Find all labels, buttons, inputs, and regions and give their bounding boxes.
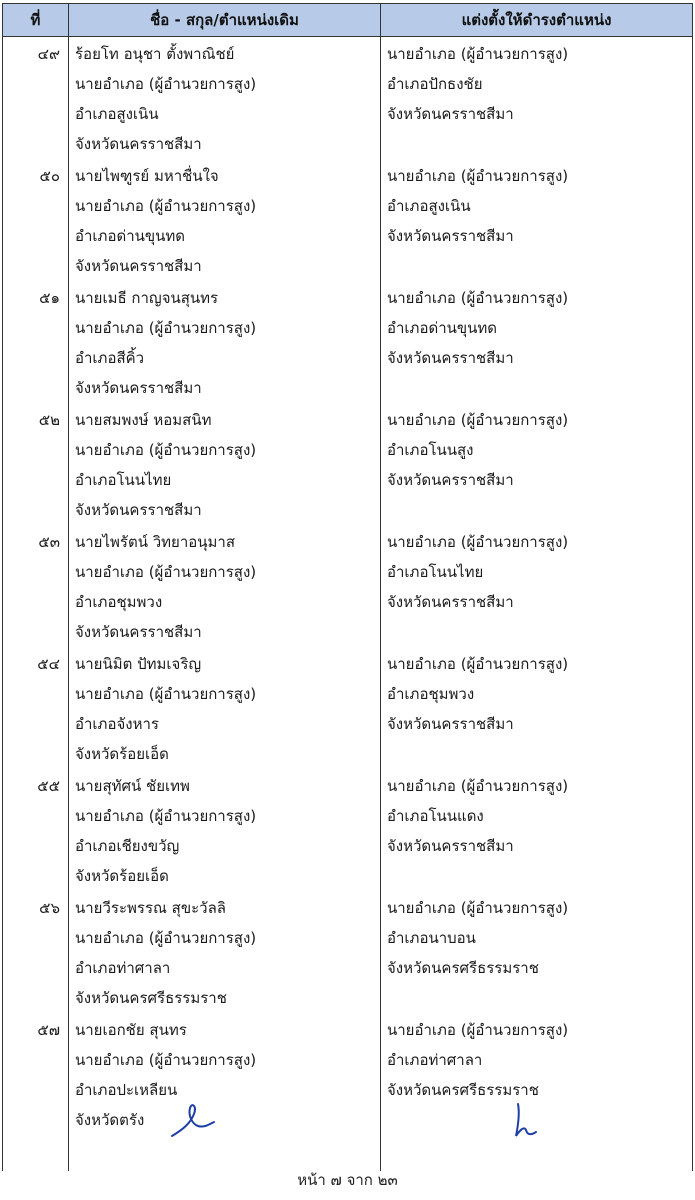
new-position-line: นายอำเภอ (ผู้อำนวยการสูง): [387, 1021, 569, 1039]
new-position-line: จังหวัดนครราชสีมา: [387, 349, 514, 367]
original-position-cell: [69, 281, 381, 403]
new-position-cell: [381, 281, 693, 403]
row-number: ๕๐: [39, 167, 60, 185]
new-position-line: อำเภอสูงเนิน: [387, 197, 471, 215]
row-number: ๕๒: [38, 411, 60, 429]
new-position-line: จังหวัดนครราชสีมา: [387, 471, 514, 489]
original-position-line: อำเภอสีคิ้ว: [75, 349, 145, 367]
new-position-line: จังหวัดนครราชสีมา: [387, 837, 514, 855]
row-number: ๔๙: [37, 45, 60, 63]
new-position-line: จังหวัดนครราชสีมา: [387, 593, 514, 611]
header-original-position: ชื่อ - สกุล/ตำแหน่งเดิม: [69, 4, 381, 37]
row-number: ๕๕: [37, 777, 60, 795]
original-position-cell: [69, 37, 381, 160]
original-position-line: จังหวัดนครศรีธรรมราช: [75, 989, 227, 1007]
table-row: [3, 159, 693, 281]
person-name: นายวีระพรรณ สุขะวัลลิ: [75, 899, 226, 917]
new-position-line: นายอำเภอ (ผู้อำนวยการสูง): [387, 167, 569, 185]
original-position-cell: [69, 647, 381, 769]
new-position-line: นายอำเภอ (ผู้อำนวยการสูง): [387, 655, 569, 673]
new-position-line: จังหวัดนครศรีธรรมราช: [387, 959, 539, 977]
row-number-cell: [3, 891, 69, 1013]
new-position-cell: [381, 403, 693, 525]
original-position-line: จังหวัดนครราชสีมา: [75, 379, 202, 397]
header-new-position: แต่งตั้งให้ดำรงตำแหน่ง: [381, 4, 693, 37]
filler-cell: [3, 1135, 69, 1171]
row-number-cell: [3, 769, 69, 891]
original-position-line: จังหวัดนครราชสีมา: [75, 623, 202, 641]
new-position-line: นายอำเภอ (ผู้อำนวยการสูง): [387, 45, 569, 63]
original-position-line: อำเภอท่าศาลา: [75, 959, 171, 977]
new-position-line: จังหวัดนครราชสีมา: [387, 715, 514, 733]
original-position-line: นายอำเภอ (ผู้อำนวยการสูง): [75, 1051, 257, 1069]
new-position-line: นายอำเภอ (ผู้อำนวยการสูง): [387, 411, 569, 429]
table-row: [3, 37, 693, 160]
original-position-line: จังหวัดร้อยเอ็ด: [75, 745, 169, 763]
original-position-line: จังหวัดนครราชสีมา: [75, 501, 202, 519]
new-position-line: นายอำเภอ (ผู้อำนวยการสูง): [387, 289, 569, 307]
original-position-line: นายอำเภอ (ผู้อำนวยการสูง): [75, 197, 257, 215]
original-position-cell: [69, 891, 381, 1013]
appointment-table: [2, 3, 693, 1171]
new-position-cell: [381, 525, 693, 647]
person-name: นายไพฑูรย์ มหาชื่นใจ: [75, 167, 219, 185]
table-header-row: [3, 4, 693, 37]
new-position-line: นายอำเภอ (ผู้อำนวยการสูง): [387, 899, 569, 917]
table-filler-row: [3, 1135, 693, 1171]
person-name: นายไพรัตน์ วิทยาอนุมาส: [75, 533, 235, 551]
new-position-line: จังหวัดนครศรีธรรมราช: [387, 1081, 539, 1099]
original-position-line: นายอำเภอ (ผู้อำนวยการสูง): [75, 929, 257, 947]
row-number: ๕๑: [39, 289, 60, 307]
new-position-line: อำเภอนาบอน: [387, 929, 476, 947]
original-position-line: จังหวัดนครราชสีมา: [75, 135, 202, 153]
row-number-cell: [3, 525, 69, 647]
original-position-line: นายอำเภอ (ผู้อำนวยการสูง): [75, 563, 257, 581]
table-row: [3, 525, 693, 647]
person-name: นายสุทัศน์ ชัยเทพ: [75, 777, 190, 795]
person-name: นายเมธี กาญจนสุนทร: [75, 289, 219, 307]
original-position-line: นายอำเภอ (ผู้อำนวยการสูง): [75, 441, 257, 459]
original-position-line: นายอำเภอ (ผู้อำนวยการสูง): [75, 75, 257, 93]
filler-cell: [69, 1135, 381, 1171]
original-position-cell: [69, 525, 381, 647]
new-position-cell: [381, 647, 693, 769]
person-name: นายนิมิต ปัทมเจริญ: [75, 655, 202, 673]
new-position-line: นายอำเภอ (ผู้อำนวยการสูง): [387, 533, 569, 551]
new-position-cell: [381, 769, 693, 891]
original-position-line: จังหวัดตรัง: [75, 1111, 145, 1129]
signature-right-icon: [512, 1100, 540, 1140]
table-row: [3, 769, 693, 891]
original-position-line: นายอำเภอ (ผู้อำนวยการสูง): [75, 685, 257, 703]
row-number: ๕๖: [39, 899, 60, 917]
original-position-cell: [69, 1013, 381, 1135]
new-position-cell: [381, 37, 693, 160]
new-position-line: จังหวัดนครราชสีมา: [387, 105, 514, 123]
person-name: นายสมพงษ์ หอมสนิท: [75, 411, 212, 429]
row-number-cell: [3, 647, 69, 769]
original-position-line: อำเภอโนนไทย: [75, 471, 172, 489]
filler-cell: [381, 1135, 693, 1171]
original-position-line: นายอำเภอ (ผู้อำนวยการสูง): [75, 807, 257, 825]
row-number-cell: [3, 159, 69, 281]
original-position-cell: [69, 159, 381, 281]
signature-left-icon: [168, 1098, 216, 1140]
new-position-cell: [381, 891, 693, 1013]
row-number-cell: [3, 281, 69, 403]
row-number-cell: [3, 37, 69, 160]
row-number: ๕๔: [37, 655, 60, 673]
table-row: [3, 281, 693, 403]
header-no: ที่: [3, 4, 69, 37]
new-position-line: อำเภอโนนสูง: [387, 441, 474, 459]
row-number-cell: [3, 403, 69, 525]
row-number-cell: [3, 1013, 69, 1135]
original-position-line: นายอำเภอ (ผู้อำนวยการสูง): [75, 319, 257, 337]
original-position-line: อำเภอปะเหลียน: [75, 1081, 178, 1099]
page-number: หน้า ๗ จาก ๒๓: [297, 1171, 398, 1189]
original-position-cell: [69, 403, 381, 525]
original-position-cell: [69, 769, 381, 891]
original-position-line: จังหวัดร้อยเอ็ด: [75, 867, 169, 885]
original-position-line: อำเภอสูงเนิน: [75, 105, 159, 123]
person-name: ร้อยโท อนุชา ตั้งพาณิชย์: [75, 45, 235, 63]
original-position-line: อำเภอชุมพวง: [75, 593, 163, 611]
person-name: นายเอกชัย สุนทร: [75, 1021, 187, 1039]
row-number: ๕๓: [38, 533, 60, 551]
new-position-line: อำเภอชุมพวง: [387, 685, 475, 703]
new-position-line: จังหวัดนครราชสีมา: [387, 227, 514, 245]
new-position-line: อำเภอปักธงชัย: [387, 75, 483, 93]
table-row: [3, 403, 693, 525]
new-position-line: อำเภอด่านขุนทด: [387, 319, 498, 337]
table-row: [3, 647, 693, 769]
new-position-line: อำเภอโนนแดง: [387, 807, 484, 825]
row-number: ๕๗: [37, 1021, 60, 1039]
new-position-line: อำเภอท่าศาลา: [387, 1051, 483, 1069]
original-position-line: จังหวัดนครราชสีมา: [75, 257, 202, 275]
original-position-line: อำเภอเชียงขวัญ: [75, 837, 180, 855]
original-position-line: อำเภอด่านขุนทด: [75, 227, 186, 245]
new-position-line: นายอำเภอ (ผู้อำนวยการสูง): [387, 777, 569, 795]
original-position-line: อำเภอจังหาร: [75, 715, 159, 733]
new-position-cell: [381, 159, 693, 281]
new-position-line: อำเภอโนนไทย: [387, 563, 484, 581]
table-row: [3, 891, 693, 1013]
table-row: [3, 1013, 693, 1135]
